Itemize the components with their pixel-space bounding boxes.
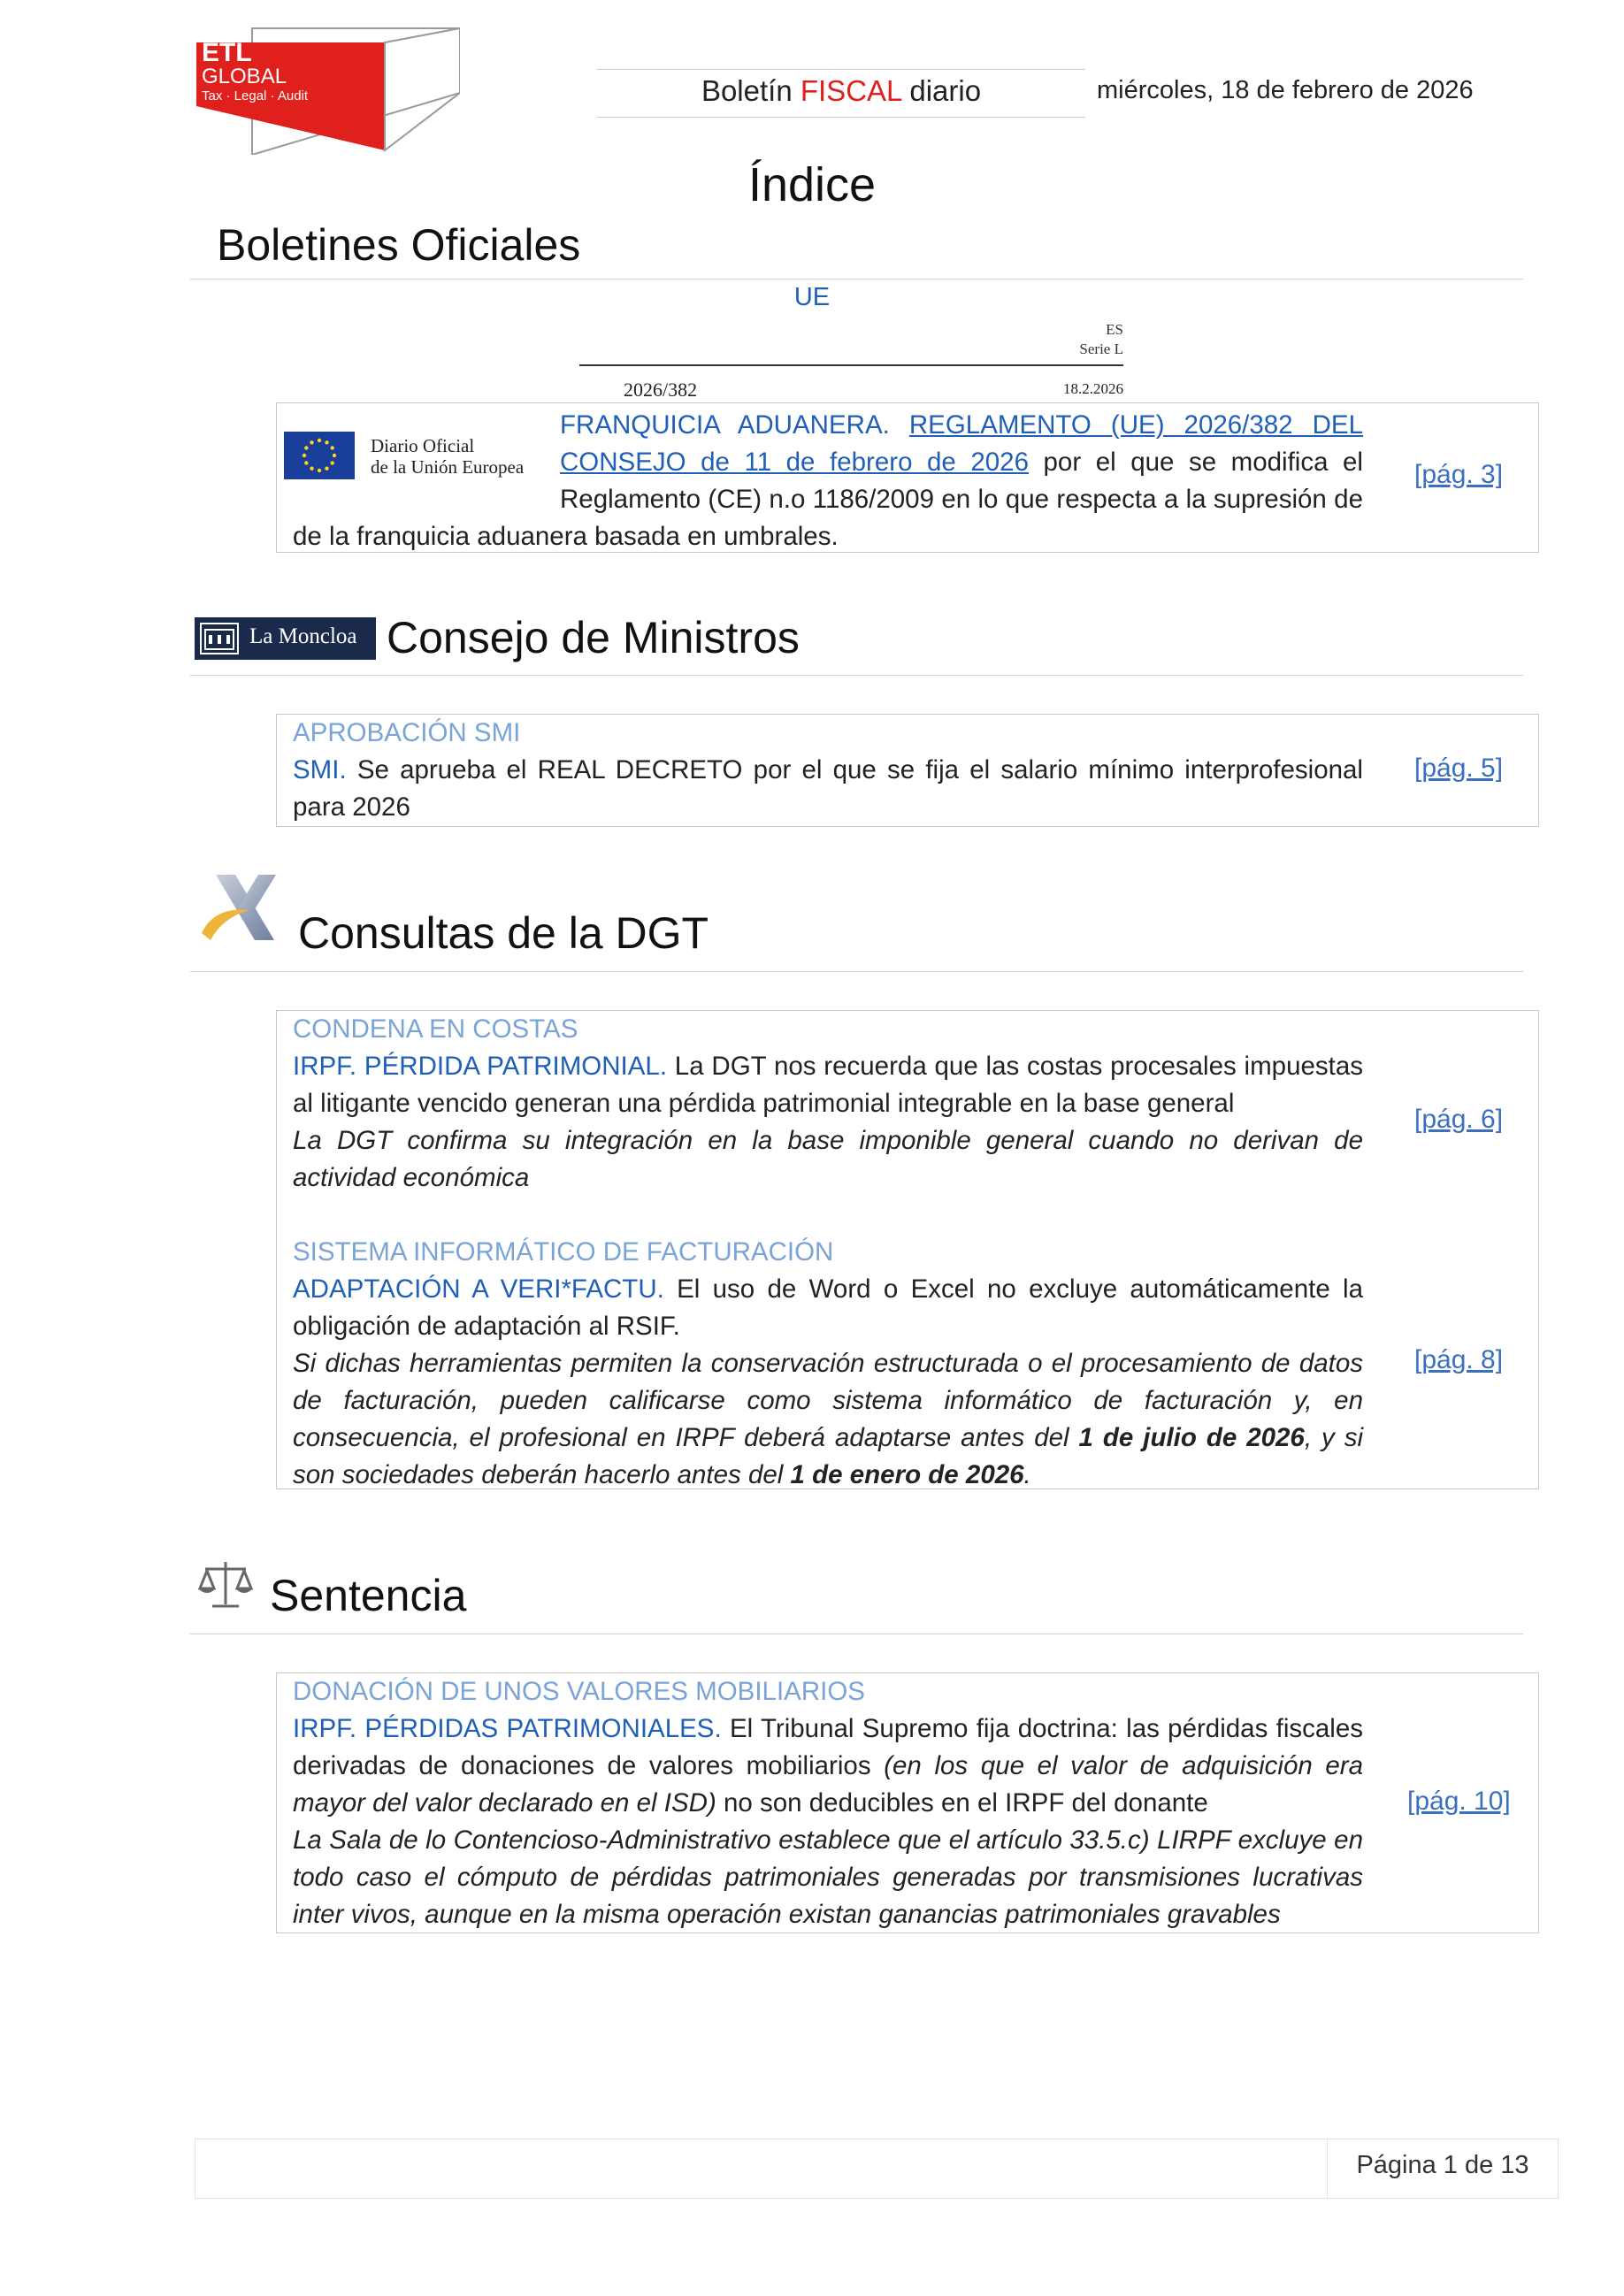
logo-line2: Tax · Legal · Audit	[202, 88, 309, 103]
entry-body-italic: (en los que el valor de adquisición era mayor del valor declarado en el ISD)	[293, 1751, 1364, 1818]
subheading-ue: UE	[793, 283, 831, 311]
tax-agency-icon	[196, 871, 285, 951]
oj-series: Serie L	[1079, 341, 1123, 357]
page-ref-link[interactable]: [pág. 5]	[1414, 754, 1504, 783]
entry1-kicker: CONDENA EN COSTAS	[293, 1014, 578, 1044]
section-title-sentencia: Sentencia	[270, 1571, 467, 1620]
agencia-tributaria-logo	[196, 871, 285, 951]
entry2-italic-2: , y si son sociedades deberán hacerlo antes del	[293, 1423, 1363, 1489]
moncloa-building-icon	[200, 623, 239, 654]
page-ref-link[interactable]: [pág. 10]	[1407, 1787, 1511, 1816]
oj-rule	[579, 364, 1123, 366]
entry-label: SMI.	[293, 755, 347, 784]
entry1-body: La DGT nos recuerda que las costas procesales impuestas al litigante vencido generan una pérdida patrimonial integrable en la base general	[293, 1052, 1363, 1118]
entry-italic: La Sala de lo Contencioso-Administrativo establece que el artículo 33.5.c) LIRPF excluye en todo caso el cómputo de pérdidas patrimoniales generadas por transmisiones lucrativas inter vivos, aunque en la misma operación existan ganancias patrimoniales gravables	[293, 1825, 1363, 1929]
page-ref-link[interactable]: [pág. 8]	[1414, 1345, 1504, 1374]
entry-box-smi	[276, 714, 1539, 827]
entry1-label: IRPF. PÉRDIDA PATRIMONIAL.	[293, 1052, 668, 1081]
official-journal-header	[579, 318, 1123, 402]
section-rule	[190, 971, 1523, 972]
section-title-consejo: Consejo de Ministros	[387, 613, 800, 662]
section-title-boletines: Boletines Oficiales	[217, 220, 581, 270]
eu-journal-line2: de la Unión Europea	[371, 456, 525, 478]
eu-flag-icon	[284, 432, 355, 479]
section-rule	[190, 675, 1523, 676]
entry-body: Se aprueba el REAL DECRETO por el que se fija el salario mínimo interprofesional para 2026	[293, 755, 1363, 822]
regulation-link[interactable]: REGLAMENTO (UE) 2026/382 DEL CONSEJO de 11 de febrero de 2026	[560, 410, 1363, 477]
entry2-italic-3: .	[1023, 1460, 1031, 1489]
title-part1: Boletín	[701, 74, 801, 107]
entry-body: por el que se modifica el Reglamento (CE) n.o 1186/2009 en lo que respecta a la supresión de	[560, 448, 1363, 514]
scales-of-justice-icon	[196, 1557, 255, 1615]
oj-date: 18.2.2026	[1063, 380, 1123, 397]
building-icon	[202, 624, 237, 653]
entry2-kicker: SISTEMA INFORMÁTICO DE FACTURACIÓN	[293, 1237, 834, 1267]
entry-box-franquicia	[276, 402, 1539, 553]
entry-box-sentencia	[276, 1672, 1539, 1933]
entry-body-2: no son deducibles en el IRPF del donante	[716, 1788, 1208, 1818]
entry2-italic-1: Si dichas herramientas permiten la conservación estructurada o el procesamiento de datos de facturación, pueden calificarse como sistema informático de facturación y, en consecuencia, el profesional en IRPF deberá adaptarse antes del	[293, 1349, 1363, 1452]
entry-label: IRPF. PÉRDIDAS PATRIMONIALES.	[293, 1714, 722, 1743]
eu-journal-logo	[284, 430, 536, 485]
entry1-italic: La DGT confirma su integración en la base imponible general cuando no derivan de actividad económica	[293, 1126, 1363, 1192]
entry-kicker: APROBACIÓN SMI	[293, 718, 521, 747]
page-ref-link[interactable]: [pág. 6]	[1414, 1105, 1504, 1134]
la-moncloa-logo	[195, 617, 376, 660]
moncloa-label: La Moncloa	[249, 624, 357, 648]
entry2-label: ADAPTACIÓN A VERI*FACTU.	[293, 1274, 664, 1304]
entry-text	[293, 752, 1363, 826]
logo-brand: ETL	[202, 38, 252, 67]
entry-body: El Tribunal Supremo fija doctrina: las pérdidas fiscales derivadas de donaciones de valores mobiliarios	[293, 1714, 1363, 1780]
entry-text-first-lines	[560, 407, 1363, 522]
etl-global-logo	[195, 27, 460, 155]
bulletin-date: miércoles, 18 de febrero de 2026	[1097, 76, 1474, 104]
eu-journal-line1: Diario Oficial	[371, 435, 475, 456]
oj-lang-series	[1079, 320, 1123, 359]
section-title-dgt: Consultas de la DGT	[298, 908, 709, 958]
bulletin-title	[597, 74, 1085, 108]
title-part3: diario	[901, 74, 982, 107]
entry1-text	[293, 1048, 1363, 1122]
page-ref-link[interactable]: [pág. 3]	[1414, 460, 1504, 489]
index-title: Índice	[747, 158, 877, 211]
logo-line1: GLOBAL	[202, 65, 287, 88]
header-rule-bottom	[597, 117, 1085, 118]
entry2-date-1: 1 de julio de 2026	[1078, 1423, 1305, 1452]
entry-text-last-line: de la franquicia aduanera basada en umbrales.	[293, 522, 839, 551]
entry-kicker: DONACIÓN DE UNOS VALORES MOBILIARIOS	[293, 1677, 865, 1706]
eu-journal-name	[371, 435, 524, 478]
oj-number: 2026/382	[624, 379, 698, 401]
title-fiscal: FISCAL	[800, 74, 902, 107]
entry2-body: El uso de Word o Excel no excluye automáticamente la obligación de adaptación al RSIF.	[293, 1274, 1363, 1341]
entry-box-dgt	[276, 1010, 1539, 1489]
entry-label: FRANQUICIA ADUANERA.	[560, 410, 890, 440]
entry-text	[293, 1711, 1363, 1822]
scales-icon	[196, 1557, 255, 1615]
entry2-italic	[293, 1345, 1363, 1494]
page-number: Página 1 de 13	[1356, 2151, 1529, 2179]
oj-lang: ES	[1106, 321, 1123, 338]
entry2-date-2: 1 de enero de 2026	[790, 1460, 1024, 1489]
entry2-text	[293, 1271, 1363, 1345]
header-rule-top	[597, 69, 1085, 70]
